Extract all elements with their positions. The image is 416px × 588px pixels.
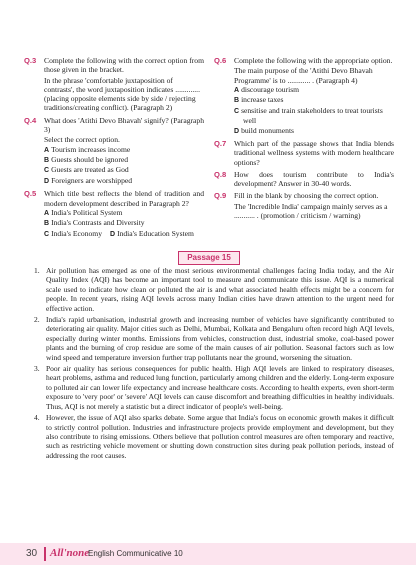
question-text: Which title best reflects the blend of tradition and modern development described in Paragraph 2? <box>44 189 204 208</box>
question-number: Q.7 <box>214 138 227 148</box>
option-d: D build monuments <box>234 125 295 135</box>
paragraph-text: However, the issue of AQI also sparks debate. Some argue that India's focus on economic growth makes it difficult to strictly control pollution. Industries and infrastructure projects provide employment and development, but they also contribute to rising emissions. Others believe that pollution control measures are often temporary and reactive, such as restricting vehicle movement or shutting down construction sites during peak pollution periods, instead of addressing the root causes. <box>46 413 394 460</box>
paragraph-text: Air pollution has emerged as one of the most serious environmental challenges facing India today, and the Air Quality Index (AQI) has become an important tool to measure and communicate this issue. AQI is a numerical scale used to indicate how clean or polluted the air is and what associated health effects might be a concern for people. In recent years, rising AQI levels across many Indian cities have drawn attention to the urgent need for effective action. <box>46 266 394 313</box>
passage-title: Passage 15 <box>178 251 240 265</box>
question-8 <box>214 170 394 189</box>
brand-logo: All'none <box>50 547 90 559</box>
option-a: A India's Political System <box>44 207 123 217</box>
question-7 <box>214 139 394 167</box>
passage-paragraph-4 <box>34 413 394 460</box>
option-c: C India's Economy <box>44 228 102 238</box>
option-a: A Tourism increases income <box>44 144 131 154</box>
question-prompt: The main purpose of the 'Atithi Devo Bhavah Programme' is to ............ . (Paragraph 4) <box>234 66 373 85</box>
page-number: 30 <box>26 548 38 559</box>
question-text: What does 'Atithi Devo Bhavah' signify? (Paragraph 3) <box>44 115 204 135</box>
option-a: A discourage tourism <box>234 84 300 94</box>
question-text: Which part of the passage shows that India blends traditional wellness systems with modern healthcare options? <box>234 138 394 167</box>
question-number: Q.9 <box>214 191 227 201</box>
option-d: D Foreigners are worshipped <box>44 175 133 185</box>
question-number: Q.3 <box>24 56 37 65</box>
question-text: Complete the following with the appropriate option. <box>234 56 393 65</box>
paragraph-text: Poor air quality has serious consequences for public health. High AQI levels are linked to respiratory diseases, heart problems, asthma and reduced lung function, particularly among children and the elderly. Long-term exposure to polluted air can lower life expectancy and increase healthcare costs. According to health experts, even short-term exposure to 'very poor' or 'severe' AQI levels can cause discomfort and breathing difficulties in healthy individuals. Thus, AQI is not merely a statistic but a direct indicator of people's well-being. <box>46 364 394 411</box>
option-b: B Guests should be ignored <box>44 155 129 165</box>
question-number: Q.6 <box>214 56 227 65</box>
question-prompt: In the phrase 'comfortable juxtaposition of contrasts', the word juxtaposition indicates ............. (placing opposite elements side by side / rejecting traditions/creating conflict). (Paragraph 2) <box>44 75 200 113</box>
option-b: B India's Contrasts and Diversity <box>44 218 145 228</box>
question-prompt: The 'Incredible India' campaign mainly serves as a ........... . (promotion / criticism / warning) <box>234 201 388 220</box>
paragraph-text: India's rapid urbanisation, industrial growth and increasing number of vehicles have significantly contributed to deteriorating air quality. Major cities such as Delhi, Mumbai, Kolkata and Bengaluru often record high AQI levels, especially during winter months. Emissions from vehicles, construction dust, industrial smoke, coal-based power plants and the burning of crop residue are some of the main causes of air pollution. Seasonal factors such as low wind speed and temperature inversion further trap pollutants near the ground, worsening the situation. <box>46 315 394 362</box>
passage-body <box>34 266 394 462</box>
passage-paragraph-1 <box>34 266 394 313</box>
paragraph-number: 4. <box>34 413 40 423</box>
book-title: English Communicative 10 <box>88 549 183 558</box>
question-5 <box>24 189 204 239</box>
question-number: Q.4 <box>24 115 37 125</box>
paragraph-number: 1. <box>34 266 40 275</box>
option-d: D India's Education System <box>110 228 194 238</box>
footer-divider <box>44 547 46 561</box>
option-c: C sensitise and train stakeholders to treat tourists well <box>234 105 383 126</box>
page-footer <box>0 543 416 565</box>
question-4 <box>24 116 204 187</box>
paragraph-number: 3. <box>34 364 40 374</box>
question-number: Q.8 <box>214 169 227 179</box>
question-text: How does tourism contribute to India's development? Answer in 30-40 words. <box>234 169 394 189</box>
right-question-column <box>214 56 394 223</box>
passage-paragraph-3 <box>34 364 394 411</box>
question-text: Fill in the blank by choosing the correct option. <box>234 191 379 201</box>
question-number: Q.5 <box>24 189 37 199</box>
question-text: Complete the following with the correct option from those given in the bracket. <box>44 56 204 75</box>
left-question-column <box>24 56 204 242</box>
passage-paragraph-2 <box>34 315 394 362</box>
question-9 <box>214 191 394 220</box>
option-b: B increase taxes <box>234 95 284 105</box>
paragraph-number: 2. <box>34 315 40 325</box>
question-prompt: Select the correct option. <box>44 135 120 145</box>
question-6 <box>214 56 394 136</box>
option-c: C Guests are treated as God <box>44 165 129 175</box>
question-3 <box>24 56 204 113</box>
